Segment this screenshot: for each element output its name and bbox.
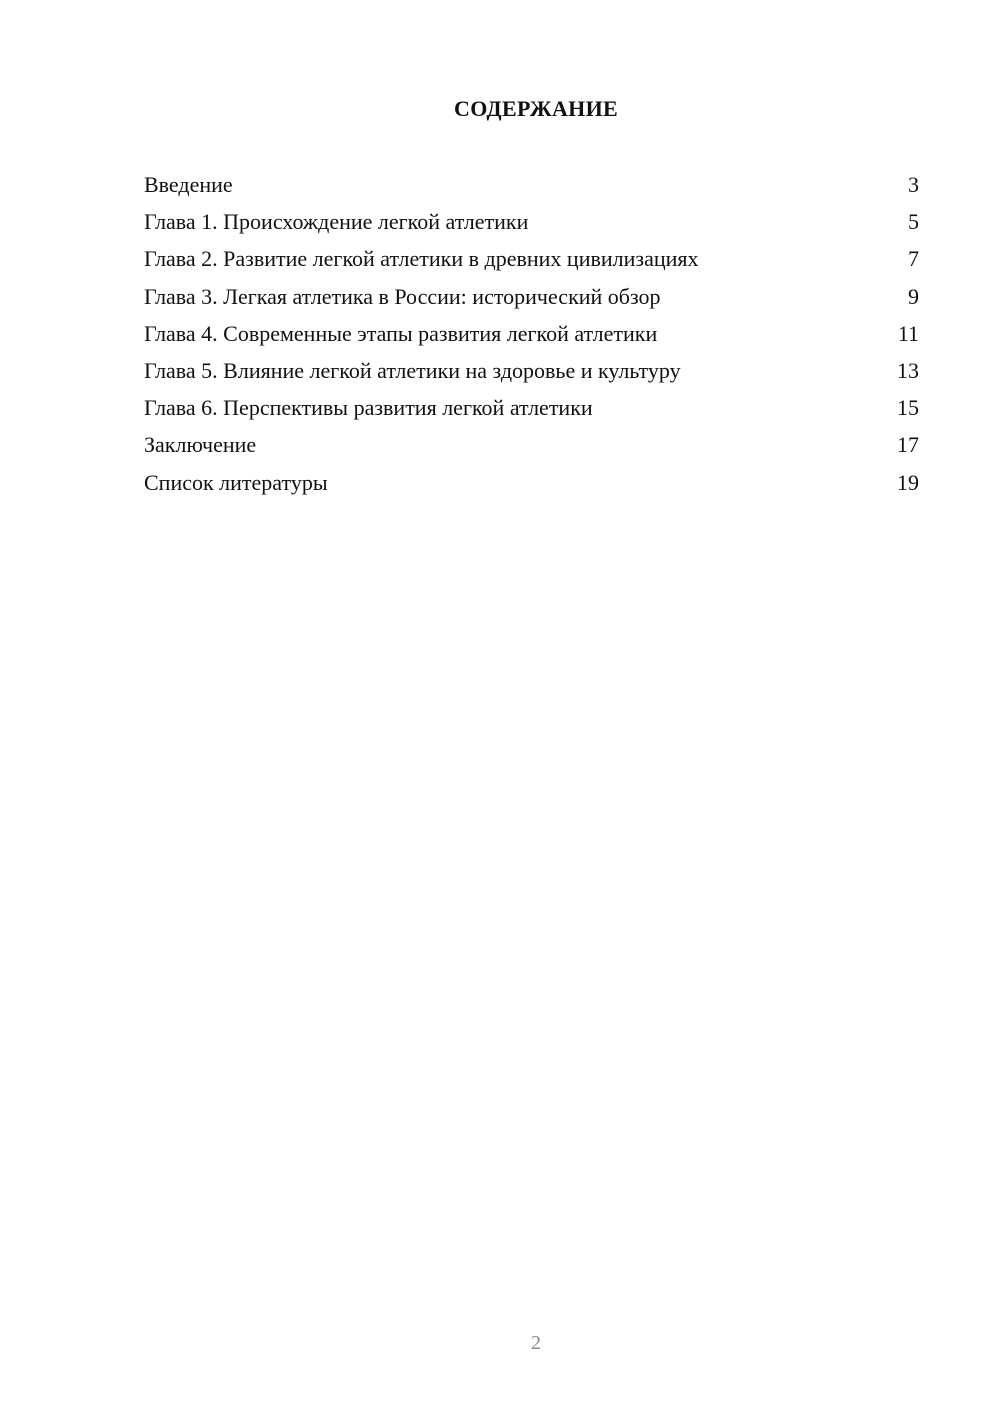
toc-entry-page: 15 [897, 395, 919, 421]
toc-entry-label: Заключение [144, 432, 257, 458]
toc-entry-chapter-6 [144, 391, 919, 428]
toc-entry-chapter-3 [144, 280, 919, 317]
toc-entry-label: Глава 4. Современные этапы развития легкой атлетики [144, 320, 658, 346]
toc-entry-page: 19 [897, 469, 919, 495]
toc-entry-label: Глава 3. Легкая атлетика в России: исторический обзор [144, 283, 661, 309]
toc-entry-page: 11 [897, 320, 919, 346]
toc-entry-chapter-2 [144, 242, 919, 279]
toc-entry-label: Глава 6. Перспективы развития легкой атлетики [144, 395, 593, 421]
toc-entry-label: Глава 5. Влияние легкой атлетики на здоровье и культуру [144, 357, 681, 383]
table-of-contents [144, 168, 919, 503]
toc-entry-chapter-1 [144, 205, 919, 242]
toc-entry-page: 9 [908, 283, 919, 309]
toc-entry-label: Введение [144, 172, 233, 197]
toc-entry-label: Глава 1. Происхождение легкой атлетики [144, 209, 529, 235]
toc-entry-chapter-4 [144, 317, 919, 354]
toc-entry-conclusion [144, 428, 919, 465]
toc-entry-references [144, 466, 919, 503]
toc-entry-page: 17 [897, 432, 919, 458]
toc-entry-label: Список литературы [144, 469, 328, 495]
toc-entry-label: Глава 2. Развитие легкой атлетики в древних цивилизациях [144, 246, 699, 272]
toc-entry-introduction [144, 168, 919, 205]
toc-entry-chapter-5 [144, 354, 919, 391]
page-title: СОДЕРЖАНИЕ [454, 96, 618, 121]
toc-entry-page: 5 [908, 209, 919, 235]
toc-entry-page: 13 [897, 357, 919, 383]
toc-entry-page: 3 [908, 172, 919, 197]
toc-entry-page: 7 [908, 246, 919, 272]
footer-page-number: 2 [531, 1332, 541, 1354]
